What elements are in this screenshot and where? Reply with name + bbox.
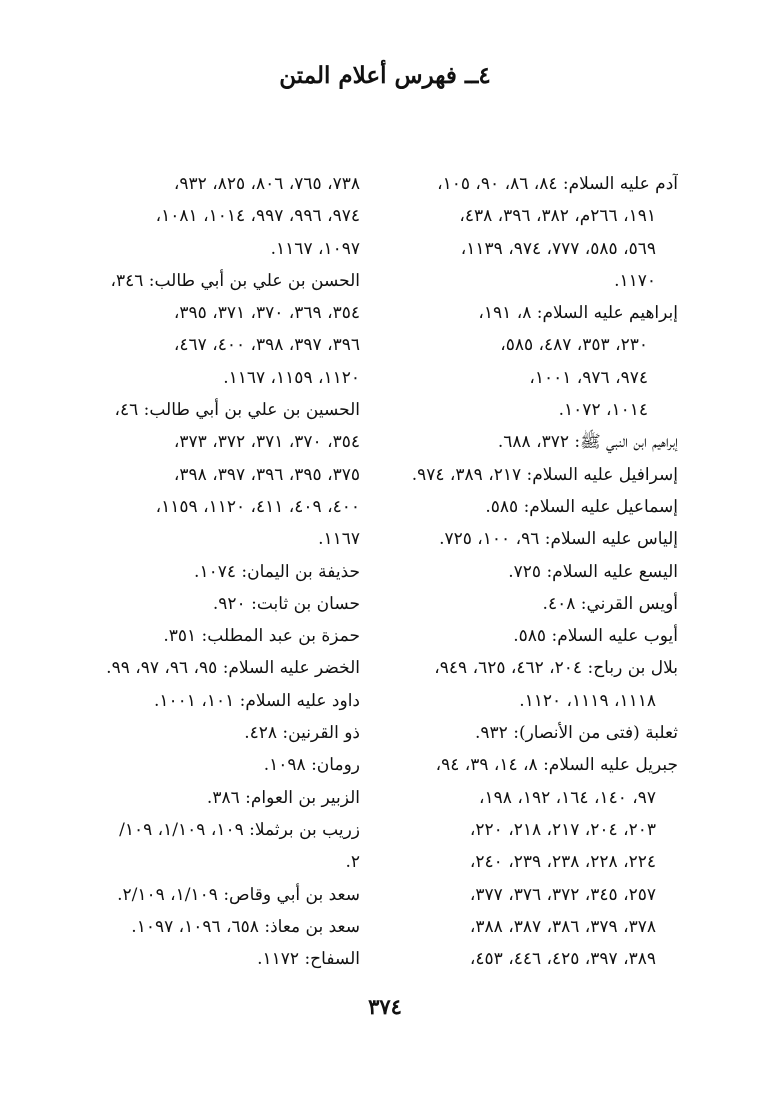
index-entry-line: ٣٥٤، ٣٧٠، ٣٧١، ٣٧٢، ٣٧٣، xyxy=(173,432,360,453)
index-entry-line: الحسين بن علي بن أبي طالب: ٤٦، xyxy=(114,400,360,421)
index-entry-line: إلياس عليه السلام: ٩٦، ١٠٠، ٧٢٥. xyxy=(439,529,678,550)
index-entry-line: أويس القرني: ٤٠٨. xyxy=(542,593,678,614)
index-entry-line: ١١١٨، ١١١٩، ١١٢٠. xyxy=(519,690,656,711)
index-entry-line: ٩٧، ١٤٠، ١٦٤، ١٩٢، ١٩٨، xyxy=(479,787,656,808)
index-entry-line: حمزة بن عبد المطلب: ٣٥١. xyxy=(163,626,360,647)
index-entry-line: السفاح: ١١٧٢. xyxy=(257,949,360,970)
index-entry-line: الزبير بن العوام: ٣٨٦. xyxy=(206,787,360,808)
index-entry-line: ٣٧٨، ٣٧٩، ٣٨٦، ٣٨٧، ٣٨٨، xyxy=(469,916,656,937)
index-entry-line: حسان بن ثابت: ٩٢٠. xyxy=(212,593,360,614)
index-entry-line: رومان: ١٠٩٨. xyxy=(263,755,360,776)
index-entry-line: أيوب عليه السلام: ٥٨٥. xyxy=(513,626,678,647)
index-entry-line: ذو القرنين: ٤٢٨. xyxy=(244,723,360,744)
index-entry-line: ٣٥٤، ٣٦٩، ٣٧٠، ٣٧١، ٣٩٥، xyxy=(173,303,360,324)
index-entry-line: ٩٧٤، ٩٩٦، ٩٩٧، ١٠١٤، ١٠٨١، xyxy=(155,206,360,227)
index-entry-line: ٣٧٥، ٣٩٥، ٣٩٦، ٣٩٧، ٣٩٨، xyxy=(173,464,360,485)
index-entry-line: ٢. xyxy=(345,852,360,873)
page-title: ٤ــ فهرس أعلام المتن xyxy=(279,62,491,89)
index-entry-line: ١٩١، ٢٦٦م، ٣٨٢، ٣٩٦، ٤٣٨، xyxy=(459,206,656,227)
index-entry-line: حذيفة بن اليمان: ١٠٧٤. xyxy=(194,561,360,582)
index-entry-line: داود عليه السلام: ١٠١، ١٠٠١. xyxy=(154,690,360,711)
index-entry-line: الحسن بن علي بن أبي طالب: ٣٤٦، xyxy=(110,270,360,291)
index-entry-line: جبريل عليه السلام: ٨، ١٤، ٣٩، ٩٤، xyxy=(435,755,678,776)
index-entry-line: اليسع عليه السلام: ٧٢٥. xyxy=(508,561,678,582)
index-column-left xyxy=(60,168,360,975)
index-entry-line: بلال بن رباح: ٢٠٤، ٤٦٢، ٦٢٥، ٩٤٩، xyxy=(434,658,678,679)
index-column-right xyxy=(378,168,678,975)
index-entry-line: آدم عليه السلام: ٨٤، ٨٦، ٩٠، ١٠٥، xyxy=(437,174,678,194)
index-entry-line: ٣٨٩، ٣٩٧، ٤٢٥، ٤٤٦، ٤٥٣، xyxy=(469,949,656,970)
index-entry-line: إبراهيم ابن النبي ﷺ: ٣٧٢، ٦٨٨. xyxy=(497,432,678,453)
index-entry-line: ٢٥٧، ٣٤٥، ٣٧٢، ٣٧٦، ٣٧٧، xyxy=(469,884,656,905)
index-entry-line: إبراهيم عليه السلام: ٨، ١٩١، xyxy=(478,303,678,324)
index-entry-line: زريب بن برثملا: ١٠٩، ١/١٠٩، ١٠٩/ xyxy=(119,819,360,840)
index-entry-line: إسرافيل عليه السلام: ٢١٧، ٣٨٩، ٩٧٤. xyxy=(411,464,678,485)
index-entry-line: ٢٣٠، ٣٥٣، ٤٨٧، ٥٨٥، xyxy=(500,335,648,356)
index-entry-line: ١٠٩٧، ١١٦٧. xyxy=(270,238,360,259)
index-entry-line: سعد بن أبي وقاص: ١/١٠٩، ٢/١٠٩. xyxy=(117,884,360,905)
index-entry-line: ٢٠٣، ٢٠٤، ٢١٧، ٢١٨، ٢٢٠، xyxy=(469,819,656,840)
index-entry-line: ١١٦٧. xyxy=(318,529,360,550)
index-entry-line: ثعلبة (فتى من الأنصار): ٩٣٢. xyxy=(475,723,678,744)
index-entry-line: إسماعيل عليه السلام: ٥٨٥. xyxy=(485,496,678,517)
index-entry-line: ٣٩٦، ٣٩٧، ٣٩٨، ٤٠٠، ٤٦٧، xyxy=(173,335,360,356)
index-entry-line: سعد بن معاذ: ٦٥٨، ١٠٩٦، ١٠٩٧. xyxy=(131,916,360,937)
index-entry-line: ٢٢٤، ٢٢٨، ٢٣٨، ٢٣٩، ٢٤٠، xyxy=(469,852,656,873)
index-entry-line: ١٠١٤، ١٠٧٢. xyxy=(558,400,648,421)
index-entry-line: ٤٠٠، ٤٠٩، ٤١١، ١١٢٠، ١١٥٩، xyxy=(155,496,360,517)
index-entry-line: الخضر عليه السلام: ٩٥، ٩٦، ٩٧، ٩٩. xyxy=(106,658,360,679)
index-entry-line: ٥٦٩، ٥٨٥، ٧٧٧، ٩٧٤، ١١٣٩، xyxy=(460,238,656,259)
page-number: ٣٧٤ xyxy=(368,994,402,1019)
index-entry-line: ٩٧٤، ٩٧٦، ١٠٠١، xyxy=(529,367,648,388)
index-entry-line: ١١٧٠. xyxy=(614,270,656,291)
index-entry-line: ٧٣٨، ٧٦٥، ٨٠٦، ٨٢٥، ٩٣٢، xyxy=(173,174,360,194)
index-entry-line: ١١٢٠، ١١٥٩، ١١٦٧. xyxy=(223,367,360,388)
